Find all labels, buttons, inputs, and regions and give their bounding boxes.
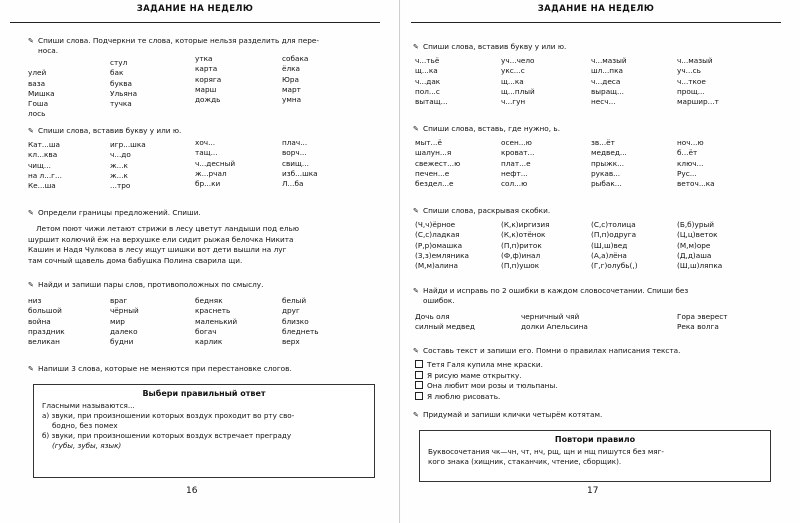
task2-col3: хоч... тащ... ч...десный ж...рчал бр...ки [195,138,236,189]
task1-col4: собака ёлка Юра март умна [282,54,309,105]
r-task1-col2: уч...чело укс...с щ...ка щ...плый ч...гун [501,56,535,107]
checkbox-icon [415,392,423,400]
pencil-icon: ✎ [413,411,419,419]
list-item: Тетя Галя купила мне краски. [415,360,558,371]
pencil-icon: ✎ [28,37,34,45]
rule-box-text: Буквосочетания чк—чн, чт, нч, рщ, щн и нщ пишутся без мяг- кого знака (хищник, стаканчик, чтение, сборщик). [428,447,664,466]
task2-col4: плач... ворч... свищ... изб...шка Л...ба [282,138,318,189]
task4-col4: белый друг близко бледнеть верх [282,296,319,347]
rule-box-title: Выбери правильный ответ [142,389,266,398]
r-task2-instruction: ✎ Спиши слова, вставь, где нужно, ь. [413,124,561,133]
task2-instruction: ✎ Спиши слова, вставив букву у или ю. [28,126,182,135]
pencil-icon: ✎ [28,365,34,373]
rule-box-title: Повтори правило [554,435,636,444]
right-page [401,0,800,523]
page-number-right: 17 [587,486,599,496]
pencil-icon: ✎ [413,207,419,215]
task1-col2: стул бак буква Ульяна тучка [110,58,138,109]
task1-instruction: ✎ Спиши слова. Подчеркни те слова, которые нельзя разделить для пере- [28,36,320,45]
task1-instruction-cont: носа. [38,46,59,55]
r-task5-items [415,360,558,402]
task4-col3: бедняк краснеть маленький богач карлик [195,296,238,347]
r-task4-col2: черничный чяй долки Апельсина [521,312,588,332]
task2-col1: Кат...ша кл...ква чищ... на л...г... Ке...ша [28,140,62,191]
task1-col1: улей ваза Мишка Гоша лось [28,68,55,119]
task4-instruction: ✎ Найди и запиши пары слов, противоположных по смыслу. [28,280,264,289]
r-task2-col4: ноч...ю б...ёт ключ... Рус... веточ...ка [677,138,715,189]
rule-box-answer [33,384,375,478]
r-task4-col1: Дочь оля силный медвед [415,312,475,332]
pencil-icon: ✎ [413,125,419,133]
page-number-left: 16 [186,486,198,496]
r-task5-instruction: ✎ Составь текст и запиши его. Помни о правилах написания текста. [413,346,681,355]
task2-col2: игр...шка ч...до ж...к ж...к ...тро [110,140,146,191]
task1-col3: утка карта коряга марш дождь [195,54,222,105]
pencil-icon: ✎ [28,209,34,217]
r-task1-col1: ч...тьё щ...ка ч...дак пол...с вытащ... [415,56,448,107]
list-item: Я рисую маме открытку. [415,371,558,382]
pencil-icon: ✎ [413,43,419,51]
right-header: ЗАДАНИЕ НА НЕДЕЛЮ [411,4,781,23]
r-task1-col4: ч...мазый уч...сь ч...ткое прощ... маршир...т [677,56,719,107]
r-task2-col2: осен...ю кроват... плат...е нефт... сол...ю [501,138,535,189]
r-task1-col3: ч...мазый шл...пка ч...деса выращ... несч... [591,56,627,107]
list-item: Я люблю рисовать. [415,392,558,403]
r-task2-col1: мыт...ё шалун...я свежест...ю печен...е бездел...е [415,138,461,189]
list-item: Она любит мои розы и тюльпаны. [415,381,558,392]
r-task3-instruction: ✎ Спиши слова, раскрывая скобки. [413,206,551,215]
checkbox-icon [415,371,423,379]
pencil-icon: ✎ [413,347,419,355]
r-task3-col3: (С,с)толица (П,п)одруга (Ш,ш)вед (А,а)лёна (Г,г)олубь(,) [591,220,638,271]
task3-instruction: ✎ Определи границы предложений. Спиши. [28,208,201,217]
r-task4-instruction: ✎ Найди и исправь по 2 ошибки в каждом словосочетании. Спиши без [413,286,689,295]
r-task4-col3: Гора эверест Река волга [677,312,728,332]
r-task3-col1: (Ч,ч)ёрное (С,с)ладкая (Р,р)омашка (З,з)емляника (М,м)алина [415,220,470,271]
r-task3-col2: (К,к)иргизия (К,к)отёнок (П,п)риток (Ф,ф)инал (П,п)ушок [501,220,550,271]
r-task1-instruction: ✎ Спиши слова, вставив букву у или ю. [413,42,567,51]
left-header: ЗАДАНИЕ НА НЕДЕЛЮ [10,4,380,23]
task5-instruction: ✎ Напиши 3 слова, которые не меняются при перестановке слогов. [28,364,292,373]
pencil-icon: ✎ [28,281,34,289]
r-task2-col3: зв...ёт медвед... прыжк... рукав... рыбак... [591,138,627,189]
checkbox-icon [415,360,423,368]
rule-box-repeat [419,430,771,482]
r-task4-instruction-cont: ошибок. [423,296,455,305]
checkbox-icon [415,381,423,389]
rule-box-text: Гласными называются... а) звуки, при произношении которых воздух проходит во рту сво- бодно, без помех б) звуки, при произношении которых воздух встречает преграду (губы, зубы, язык) [42,401,295,450]
pencil-icon: ✎ [28,127,34,135]
task3-text: Летом поют чижи летают стрижи в лесу цветут ландыши под елью шуршит колючий ёж на верхушке ели сидит рыжая белочка Никита Кашин и Надя Чулкова в лесу ищут шишки вот дети вышли на луг там сочный щавель дома бабушка Полина сварила щи. [28,224,299,265]
task4-col1: низ большой война праздник великан [28,296,65,347]
task4-col2: враг чёрный мир далеко будни [110,296,139,347]
r-task3-col4: (Б,б)урый (Ц,ц)веток (М,м)оре (Д,д)аша (Ш,ш)ляпка [677,220,723,271]
pencil-icon: ✎ [413,287,419,295]
r-task6-instruction: ✎ Придумай и запиши клички четырём котятам. [413,410,603,419]
